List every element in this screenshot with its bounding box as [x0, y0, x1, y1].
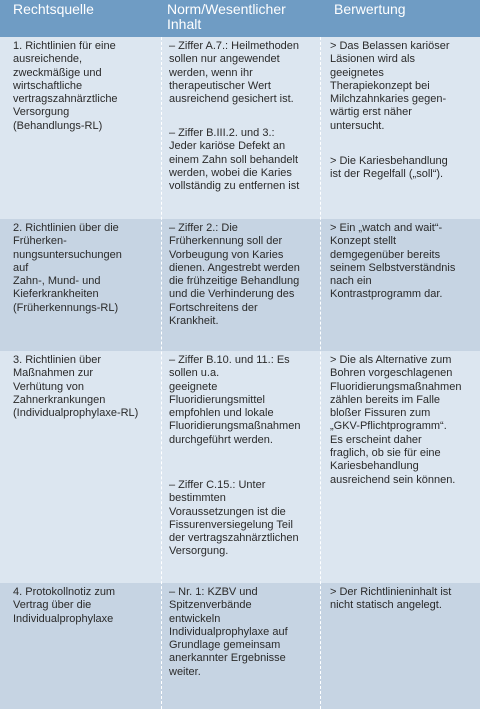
- rating-cell: > Der Richtlinieninhalt ist nicht statisch angelegt.: [330, 586, 452, 612]
- rating-cell: > Ein „watch and wait“- Konzept stellt demgegenüber bereits seinem Selbstverständnis nach ein Kontrastprogramm dar.: [330, 222, 456, 301]
- content-cell: – Ziffer B.III.2. und 3.: Jeder kariöse Defekt an einem Zahn soll behandelt werden, wobei die Karies vollständig zu entfernen ist: [169, 127, 300, 193]
- rating-cell: > Das Belassen kariöser Läsionen wird als geeignetes Therapiekonzept bei Milchzahnkaries gegen- wärtig erst näher untersucht.: [330, 40, 450, 132]
- content-cell: – Nr. 1: KZBV und Spitzenverbände entwickeln Individualprophylaxe auf Grundlage gemeinsam anerkannter Ergebnisse weiter.: [169, 586, 288, 678]
- header-rechtsquelle: Rechtsquelle: [13, 1, 94, 17]
- table-row: [0, 37, 480, 219]
- column-divider: [320, 37, 322, 709]
- source-cell: 1. Richtlinien für eine ausreichende, zweckmäßige und wirtschaftliche vertragszahnärztliche Versorgung (Behandlungs-RL): [13, 40, 118, 132]
- table-row: [0, 351, 480, 583]
- source-cell: 3. Richtlinien über Maßnahmen zur Verhütung von Zahnerkrankungen (Individualprophylaxe-RL): [13, 354, 139, 420]
- source-cell: 4. Protokollnotiz zum Vertrag über die Individualprophylaxe: [13, 586, 116, 625]
- header-norm-inhalt: Norm/Wesentlicher Inhalt: [167, 1, 286, 32]
- column-divider: [161, 37, 163, 709]
- table-header: [0, 0, 480, 37]
- source-cell: 2. Richtlinien über die Früherken- nungsuntersuchungen auf Zahn-, Mund- und Kieferkrankheiten (Früherkennungs-RL): [13, 222, 122, 314]
- rating-cell: > Die als Alternative zum Bohren vorgeschlagenen Fluoridierungsmaßnahmen zählen bereits im Falle bloßer Fissuren zum „GKV-Pflichtprogramm“. Es erscheint daher fraglich, ob sie für eine Kariesbehandlung ausreichend sein können.: [330, 354, 462, 486]
- content-cell: – Ziffer A.7.: Heilmethoden sollen nur angewendet werden, wenn ihr therapeutischer Wert ausreichend gesichert ist.: [169, 40, 300, 106]
- content-cell: – Ziffer 2.: Die Früherkennung soll der Vorbeugung von Karies dienen. Angestrebt werden die frühzeitige Behandlung und die Verhinderung des Fortschreitens der Krankheit.: [169, 222, 300, 328]
- table-row: [0, 219, 480, 351]
- content-cell: – Ziffer C.15.: Unter bestimmten Voraussetzungen ist die Fissurenversiegelung Teil der vertragszahnärztlichen Versorgung.: [169, 479, 299, 558]
- rating-cell: > Die Kariesbehandlung ist der Regelfall („soll“).: [330, 155, 448, 181]
- table-row: [0, 583, 480, 709]
- content-cell: – Ziffer B.10. und 11.: Es sollen u.a. geeignete Fluoridierungsmittel empfohlen und lokale Fluoridierungsmaßnahmen durchgeführt werden.: [169, 354, 301, 446]
- header-bewertung: Berwertung: [334, 1, 406, 17]
